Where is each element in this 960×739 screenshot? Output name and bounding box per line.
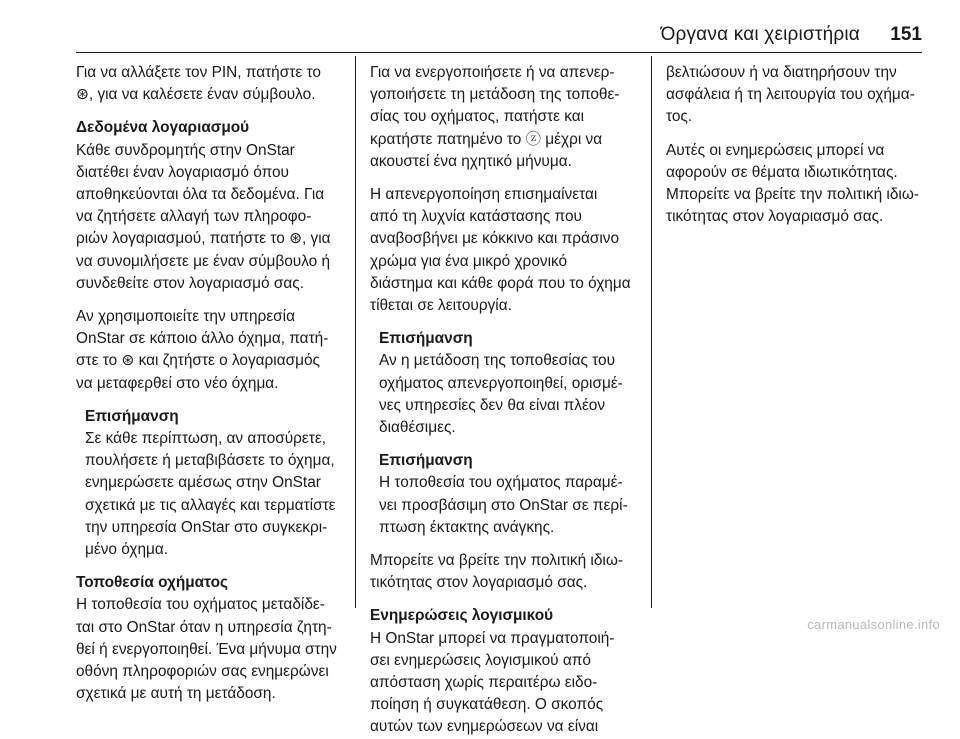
text-line: χρώμα για ένα μικρό χρονικό (370, 252, 568, 270)
text-line: τικότητας στον λογαριασμό σας. (666, 208, 884, 226)
header-divider (76, 52, 922, 53)
paragraph (370, 605, 642, 738)
text-line: τικότητας στον λογαριασμό σας. (370, 574, 588, 592)
note-block (76, 406, 348, 561)
text-line: να συνομιλήσετε με έναν σύμβουλο ή (76, 252, 331, 270)
text-line: νες υπηρεσίες δεν θα είναι πλέον (379, 396, 606, 414)
text-line: ριών λογαριασμού, πατήστε το ⊛, για (76, 230, 331, 248)
text-column-1 (76, 62, 348, 705)
note-heading: Επισήμανση (379, 452, 473, 470)
watermark: carmanualsonline.info (807, 617, 940, 632)
text-line: να μεταφερθεί στο νέο όχημα. (76, 374, 279, 392)
paragraph (370, 184, 642, 317)
section-heading: Ενημερώσεις λογισμικού (370, 607, 554, 625)
text-line: κρατήστε πατημένο το ⓩ μέχρι να (370, 130, 603, 148)
text-line: ποίηση ή συγκατάθεση. Ο σκοπός (370, 696, 604, 714)
text-line: οθόνη πληροφοριών σας ενημερώνει (76, 663, 329, 681)
text-line: αναβοσβήνει με κόκκινο και πράσινο (370, 230, 620, 248)
text-line: Κάθε συνδρομητής στην OnStar (76, 141, 295, 159)
text-line: νει προσβάσιμη στο OnStar σε περί- (379, 496, 628, 514)
text-line: Η τοποθεσία του οχήματος μεταδίδε- (76, 596, 325, 614)
text-line: την υπηρεσία OnStar στο συγκεκρι- (85, 518, 328, 536)
text-line: βελτιώσουν ή να διατηρήσουν την (666, 64, 897, 81)
text-line: Αν η μετάδοση της τοποθεσίας του (379, 352, 616, 370)
text-line: διατέθει έναν λογαριασμό όπου (76, 163, 289, 181)
column-divider (355, 56, 356, 608)
text-line: Μπορείτε να βρείτε την πολιτική ιδιω- (666, 186, 919, 204)
text-line: ακουστεί ένα ηχητικό μήνυμα. (370, 152, 572, 170)
text-line: θεί ή ενεργοποιηθεί. Ένα μήνυμα στην (76, 640, 337, 658)
text-line: Για να αλλάξετε τον PIN, πατήστε το (76, 64, 321, 81)
paragraph (76, 572, 348, 705)
paragraph (666, 140, 922, 229)
text-column-3 (666, 62, 922, 228)
text-line: σχετικά με τις αλλαγές και τερματίστε (85, 496, 336, 514)
paragraph (76, 62, 348, 106)
text-line: τος. (666, 108, 693, 126)
section-heading: Δεδομένα λογαριασμού (76, 119, 250, 137)
text-line: ενημερώσετε αμέσως στην OnStar (85, 474, 321, 492)
text-line: στε το ⊛ και ζητήστε ο λογαριασμός (76, 352, 320, 370)
paragraph (370, 62, 642, 173)
section-heading: Τοποθεσία οχήματος (76, 574, 228, 592)
text-line: πτωση έκτακτης ανάγκης. (379, 518, 555, 536)
text-line: Αν χρησιμοποιείτε την υπηρεσία (76, 308, 295, 326)
text-line: να ζητήσετε αλλαγή των πληροφο- (76, 208, 312, 226)
text-line: πουλήσετε ή μεταβιβάσετε το όχημα, (85, 452, 335, 470)
paragraph (370, 550, 642, 594)
text-line: ται στο OnStar όταν η υπηρεσία ζητη- (76, 618, 332, 636)
paragraph (76, 117, 348, 295)
text-line: ασφάλεια ή τη λειτουργία του οχήμα- (666, 86, 915, 104)
column-divider (651, 56, 652, 608)
text-line: γοποιήσετε τη μετάδοση της τοποθε- (370, 86, 620, 104)
text-line: σχετικά με αυτή τη μετάδοση. (76, 685, 276, 703)
text-line: από τη λυχνία κατάστασης που (370, 208, 582, 226)
text-line: αυτών των ενημερώσεων να είναι (370, 718, 599, 736)
text-line: Σε κάθε περίπτωση, αν αποσύρετε, (85, 430, 326, 448)
text-line: σίας του οχήματος, πατήστε και (370, 108, 585, 126)
text-line: Για να ενεργοποιήσετε ή να απενερ- (370, 64, 615, 81)
text-line: διαθέσιμες. (379, 419, 456, 437)
paragraph (666, 62, 922, 129)
page-number: 151 (890, 24, 922, 45)
text-line: σει ενημερώσεις λογισμικού από (370, 651, 591, 669)
paragraph (76, 306, 348, 395)
text-line: Η OnStar μπορεί να πραγματοποιή- (370, 629, 615, 647)
text-line: Η τοποθεσία του οχήματος παραμέ- (379, 474, 623, 492)
note-heading: Επισήμανση (379, 330, 473, 348)
text-line: συνδεθείτε στον λογαριασμό σας. (76, 274, 304, 292)
text-line: μένο όχημα. (85, 541, 169, 559)
text-line: τίθεται σε λειτουργία. (370, 297, 512, 315)
note-heading: Επισήμανση (85, 407, 179, 425)
section-title: Όργανα και χειριστήρια (660, 24, 860, 45)
text-line: οχήματος απενεργοποιηθεί, ορισμέ- (379, 374, 623, 392)
text-column-2 (370, 62, 642, 739)
text-line: απόσταση χωρίς περαιτέρω ειδο- (370, 674, 598, 692)
text-line: Μπορείτε να βρείτε την πολιτική ιδιω- (370, 552, 623, 570)
text-line: αποθηκεύονται όλα τα δεδομένα. Για (76, 186, 325, 204)
text-line: Αυτές οι ενημερώσεις μπορεί να (666, 141, 885, 159)
text-line: OnStar σε κάποιο άλλο όχημα, πατή- (76, 330, 329, 348)
note-block (370, 328, 642, 439)
page-header (0, 0, 960, 56)
text-line: διάστημα και κάθε φορά που το όχημα (370, 274, 631, 292)
text-line: αφορούν σε θέματα ιδιωτικότητας. (666, 163, 898, 181)
text-line: ⊛, για να καλέσετε έναν σύμβουλο. (76, 86, 316, 104)
note-block (370, 450, 642, 539)
text-line: Η απενεργοποίηση επισημαίνεται (370, 186, 598, 204)
